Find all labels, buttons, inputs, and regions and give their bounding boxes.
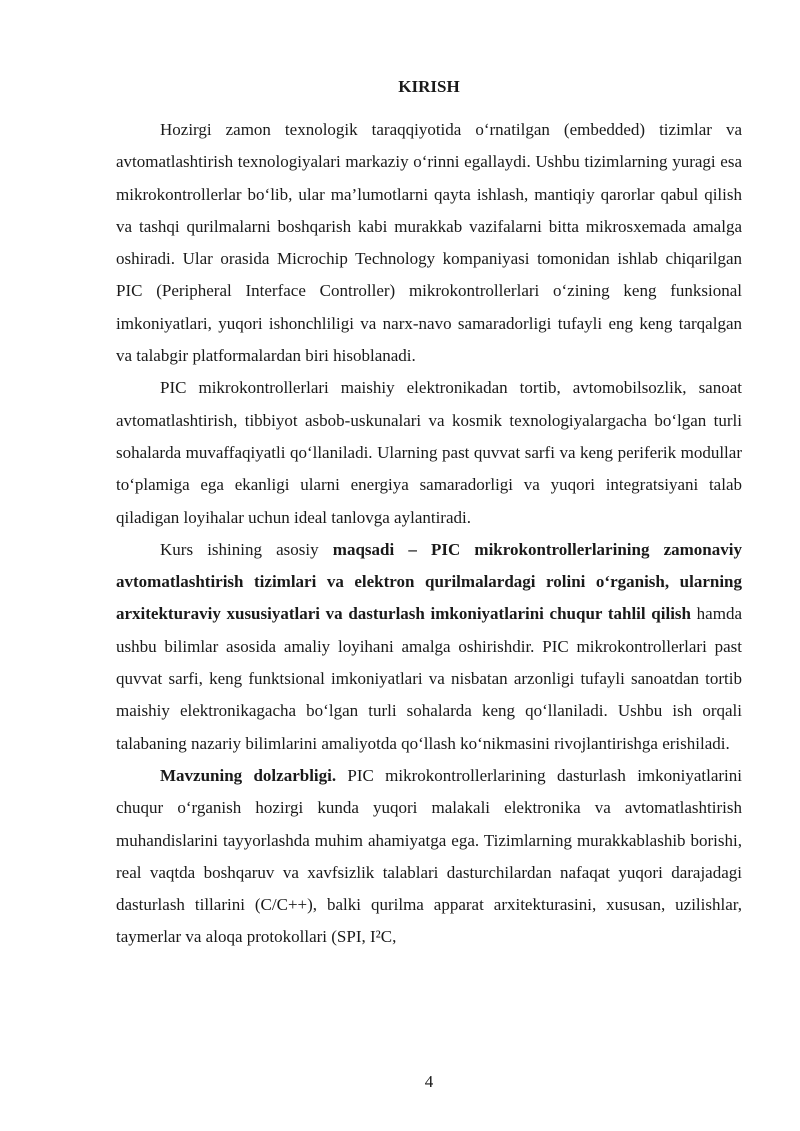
goal-bold-text: maqsadi – PIC mikrokontrollerlarining zamonaviy avtomatlashtirish tizimlari va elektron qurilmalardagi rolini o‘rganish, ularning arxitekturaviy xususiyatlari va dasturlash imkoniyatlarini chuqur tahlil qilish — [116, 539, 742, 624]
goal-rest-text: hamda ushbu bilimlar asosida amaliy loyihani amalga oshirishdir. PIC mikrokontrollerlari past quvvat sarfi, keng funktsional imkoniyatlari va nisbatan arzonligi tufayli sanoatdan tortib maishiy elektronikagacha bo‘lgan turli sohalarda keng qo‘llaniladi. Ushbu ish orqali talabaning nazariy bilimlarini amaliyotda qo‘llash ko‘nikmasini rivojlantirishga erishiladi. — [116, 604, 742, 753]
paragraph-goal — [116, 534, 742, 760]
paragraph-relevance — [116, 760, 742, 954]
relevance-heading: Mavzuning dolzarbligi. — [160, 765, 337, 785]
relevance-text: PIC mikrokontrollerlarining dasturlash imkoniyatlarini chuqur o‘rganish hozirgi kunda yuqori malakali elektronika va avtomatlashtirish muhandislarini tayyorlashda muhim ahamiyatga ega. Tizimlarning murakkablashib borishi, real vaqtda boshqaruv va xavfsizlik talablari dasturchilardan nafaqat yuqori darajadagi dasturlash tillarini (C/C++), balki qurilma apparat arxitekturasini, xususan, uzilishlar, taymerlar va aloqa protokollari (SPI, I²C, — [116, 765, 743, 947]
page-number: 4 — [424, 1072, 434, 1091]
section-title: KIRISH — [398, 77, 460, 96]
goal-lead-text: Kurs ishining asosiy — [160, 539, 333, 559]
document-body — [116, 114, 742, 954]
paragraph-applications: PIC mikrokontrollerlari maishiy elektronikadan tortib, avtomobilsozlik, sanoat avtomatlashtirish, tibbiyot asbob-uskunalari va kosmik texnologiyalargacha bo‘lgan turli sohalarda muvaffaqiyatli qo‘llaniladi. Ularning past quvvat sarfi va keng periferik modullar to‘plamiga ega ekanligi ularni energiya samaradorligi va yuqori integratsiyani talab qiladigan loyihalar uchun ideal tanlovga aylantiradi. — [116, 378, 742, 527]
paragraph-intro: Hozirgi zamon texnologik taraqqiyotida o‘rnatilgan (embedded) tizimlar va avtomatlashtirish texnologiyalari markaziy o‘rinni egallaydi. Ushbu tizimlarning yuragi esa mikrokontrollerlar bo‘lib, ular ma’lumotlarni qayta ishlash, mantiqiy qarorlar qabul qilish va tashqi qurilmalarni boshqarish kabi murakkab vazifalarni bitta mikrosxemada amalga oshiradi. Ular orasida Microchip Technology kompaniyasi tomonidan ishlab chiqarilgan PIC (Peripheral Interface Controller) mikrokontrollerlari o‘zining keng funksional imkoniyatlari, yuqori ishonchliligi va narx-navo samaradorligi tufayli eng keng tarqalgan va talabgir platformalardan biri hisoblanadi. — [116, 120, 742, 366]
